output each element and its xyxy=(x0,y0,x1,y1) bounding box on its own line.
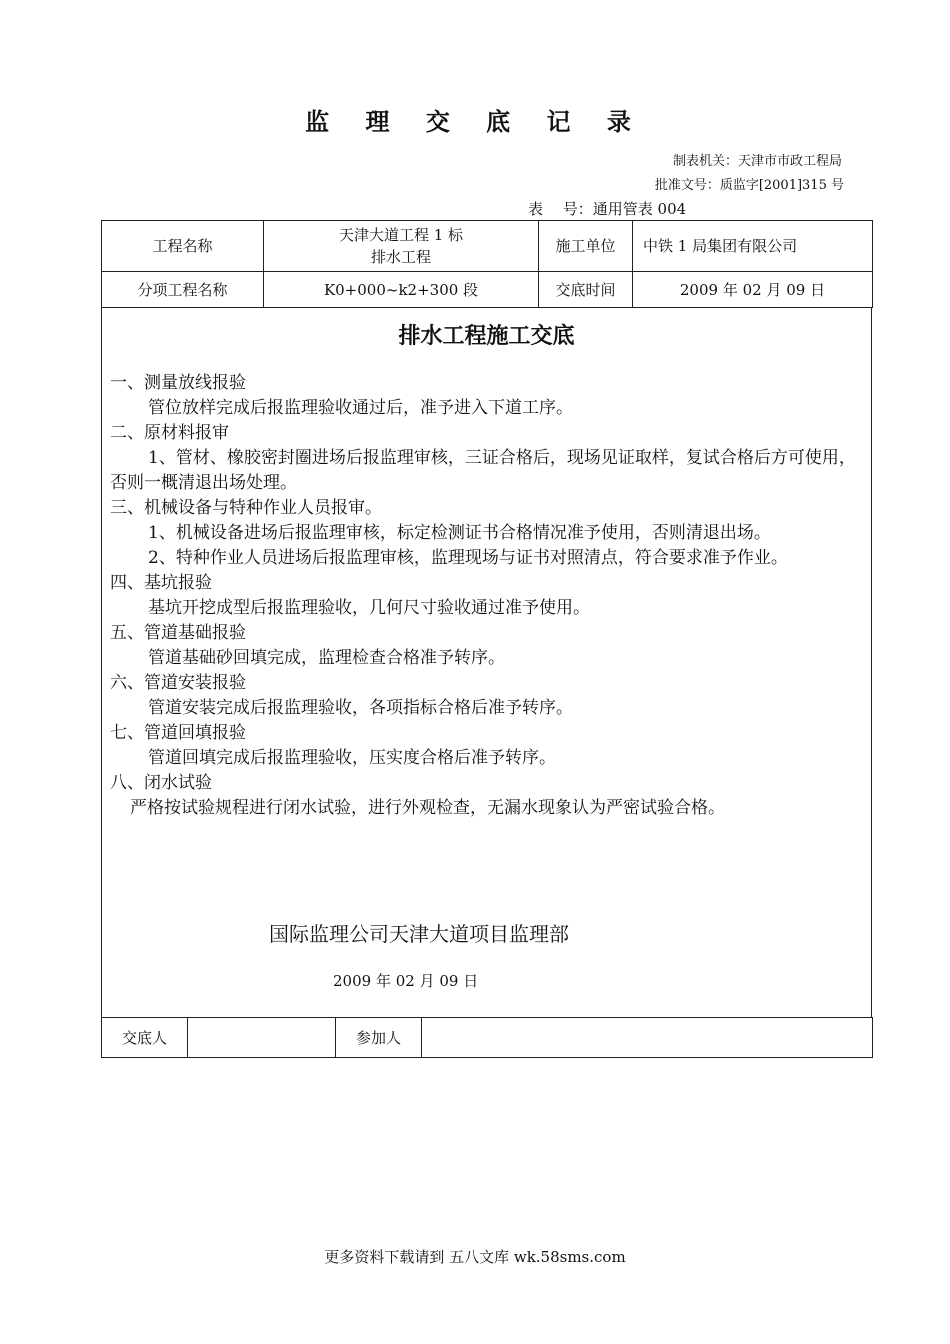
info-table xyxy=(101,220,873,308)
section-text: 管道基础砂回填完成，监理检查合格准予转序。 xyxy=(148,648,505,668)
section-heading: 一、测量放线报验 xyxy=(110,373,246,393)
section-text: 2、特种作业人员进场后报监理审核，监理现场与证书对照清点，符合要求准予作业。 xyxy=(148,548,788,568)
signature-date: 2009 年 02 月 09 日 xyxy=(333,972,479,990)
download-footer: 更多资料下载请到 五八文库 wk.58sms.com xyxy=(324,1248,626,1266)
section-text: 1、机械设备进场后报监理审核，标定检测证书合格情况准予使用，否则清退出场。 xyxy=(148,523,771,543)
document-title: 监 理 交 底 记 录 xyxy=(305,107,645,136)
section-heading: 七、管道回填报验 xyxy=(110,723,246,743)
presenter-label: 交底人 xyxy=(102,1018,188,1058)
approval-number: 批准文号：质监字[2001]315 号 xyxy=(654,178,844,193)
section-text: 基坑开挖成型后报监理验收，几何尺寸验收通过准予使用。 xyxy=(148,598,590,618)
contractor-label: 施工单位 xyxy=(539,221,633,272)
subproject-label: 分项工程名称 xyxy=(102,272,264,308)
participants-label: 参加人 xyxy=(336,1018,422,1058)
project-name-label: 工程名称 xyxy=(102,221,264,272)
section-heading: 四、基坑报验 xyxy=(110,573,212,593)
participants-value xyxy=(422,1018,873,1058)
form-number: 表 号：通用管表 004 xyxy=(528,200,687,218)
project-name-line1: 天津大道工程 1 标 xyxy=(338,226,464,244)
section-heading: 六、管道安装报验 xyxy=(110,673,246,693)
content-box xyxy=(101,307,872,1017)
project-name-line2: 排水工程 xyxy=(370,248,431,266)
section-text: 管道安装完成后报监理验收，各项指标合格后准予转序。 xyxy=(148,698,573,718)
contractor-value: 中铁 1 局集团有限公司 xyxy=(633,221,873,272)
section-text: 管道回填完成后报监理验收，压实度合格后准予转序。 xyxy=(148,748,556,768)
section-text: 1、管材、橡胶密封圈进场后报监理审核，三证合格后，现场见证取样，复试合格后方可使用，否则一概清退出场处理。 xyxy=(110,448,856,493)
section-text: 管位放样完成后报监理验收通过后，准予进入下道工序。 xyxy=(148,398,573,418)
date-label: 交底时间 xyxy=(539,272,633,308)
section-heading: 三、机械设备与特种作业人员报审。 xyxy=(110,498,382,518)
section-heading: 二、原材料报审 xyxy=(110,423,229,443)
signoff-table xyxy=(101,1017,873,1058)
presenter-value xyxy=(188,1018,336,1058)
project-name-cell xyxy=(264,221,539,272)
issuer-text: 制表机关：天津市市政工程局 xyxy=(672,154,842,169)
section-text: 严格按试验规程进行闭水试验，进行外观检查，无漏水现象认为严密试验合格。 xyxy=(130,798,725,818)
subproject-value: K0+000~k2+300 段 xyxy=(264,272,539,308)
date-value: 2009 年 02 月 09 日 xyxy=(633,272,873,308)
section-heading: 八、闭水试验 xyxy=(110,773,212,793)
content-title: 排水工程施工交底 xyxy=(398,323,575,349)
section-heading: 五、管道基础报验 xyxy=(110,623,246,643)
content-body xyxy=(110,371,862,821)
signature-organization: 国际监理公司天津大道项目监理部 xyxy=(269,922,569,946)
